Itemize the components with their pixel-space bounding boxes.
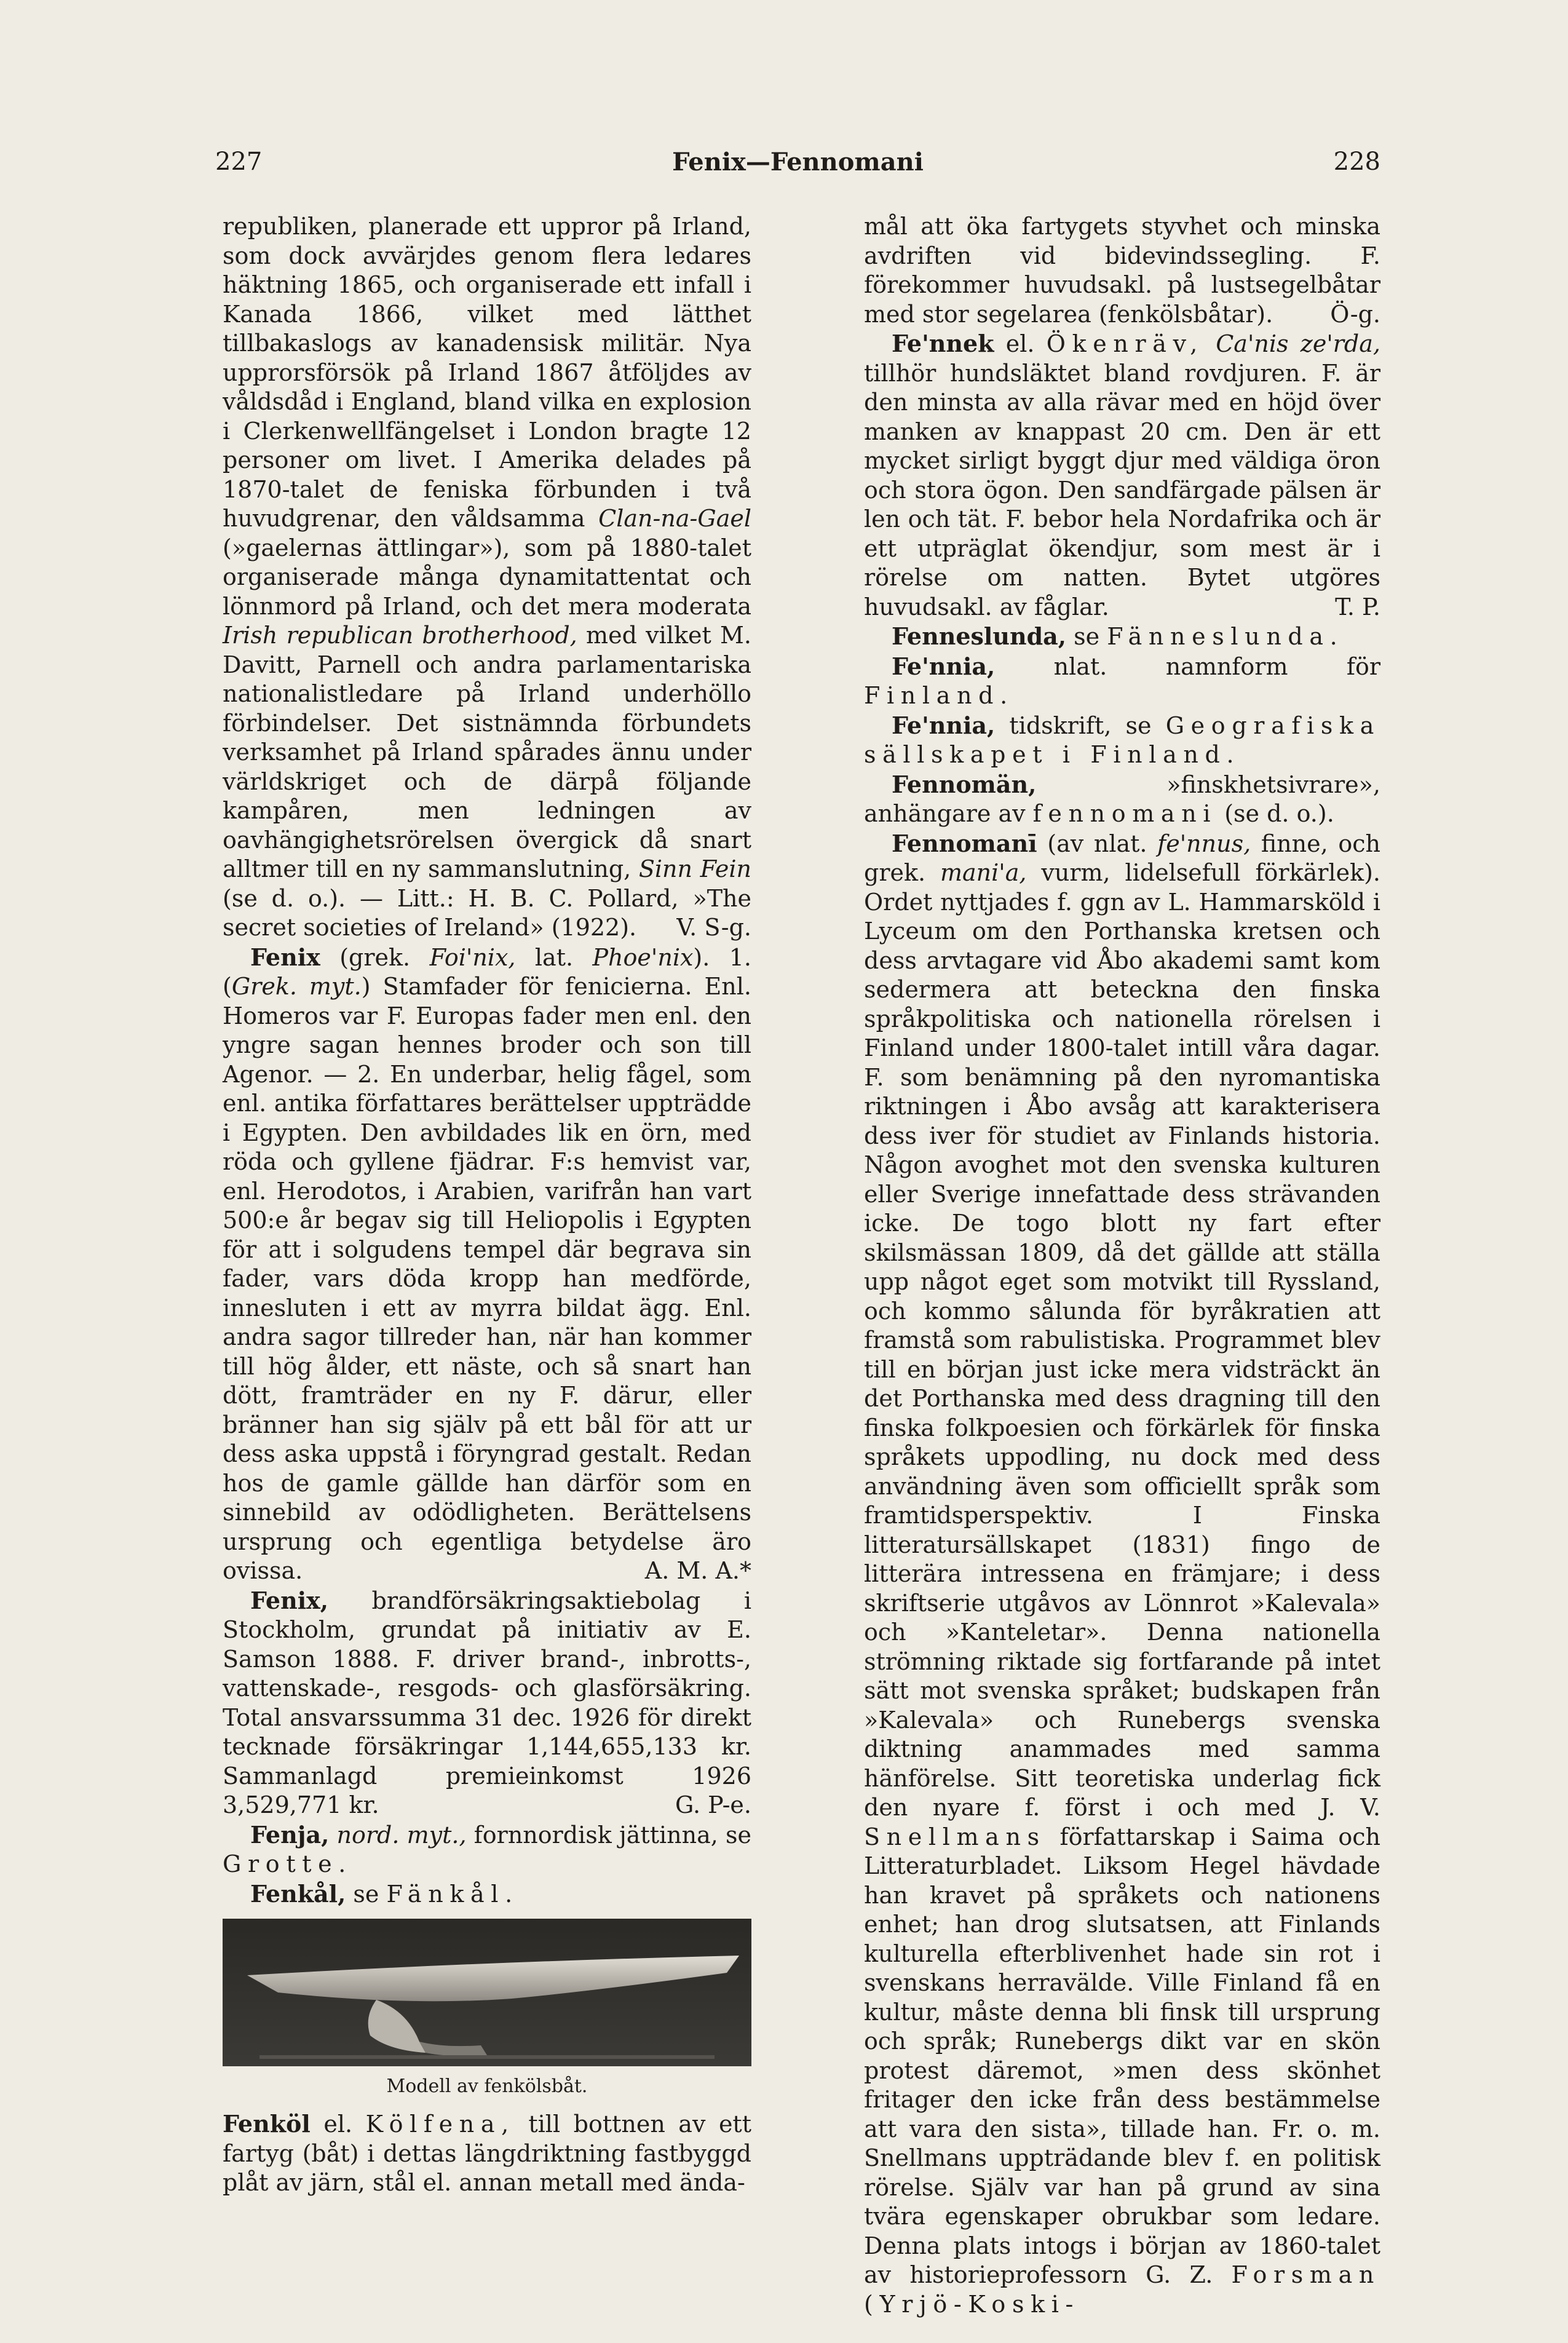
entry-fennek: Fe'nnek el. Ökenräv, Ca'nis ze'rda, tillhör hundsläktet bland rovdjuren. F. är den minsta av alla rävar med en höjd över manken av knappast 20 cm. Den är ett mycket sirligt byggt djur med väldiga öron och stora ögon. Den sandfärgade pälsen är len och tät. F. bebor hela Nordafrika och är ett utpräglat ökendjur, som mest är i rörelse om natten. Bytet utgöres huvudsakl. av fåglar. T. P.: [864, 329, 1380, 622]
cross-reference: fennomani: [1032, 800, 1218, 827]
entry-fenneslunda: Fenneslunda, se Fänneslunda.: [892, 622, 1344, 650]
person-name: Forsman (Yrjö-Koski-: [864, 2261, 1380, 2318]
headword: Fenneslunda,: [892, 622, 1067, 650]
entry-fennoman: Fennomän, »finskhetsivrare», anhängare av fennomani (se d. o.).: [864, 770, 1380, 827]
headword: Fe'nnia,: [892, 711, 996, 739]
headword: Fenkål,: [250, 1879, 346, 1908]
cross-reference: Grotte.: [223, 1850, 352, 1877]
page-number-right: 228: [1333, 148, 1380, 176]
cross-reference: Ökenräv,: [1046, 330, 1204, 357]
entry-fennia-journal: Fe'nnia, tidskrift, se Geografiska sällskapet i Finland.: [864, 711, 1380, 768]
fin-keel-boat-photo: [223, 1919, 751, 2066]
headword: Fenix: [250, 943, 320, 971]
author-signature: Ö-g.: [1330, 300, 1380, 328]
left-column: [223, 212, 751, 2198]
headword: Fenja,: [250, 1820, 330, 1849]
entry-fennia-name: Fe'nnia, nlat. namnform för Finland.: [864, 652, 1380, 709]
right-column: [864, 212, 1380, 2319]
fin-keel-boat-figure: [223, 1919, 751, 2098]
headword: Fe'nnek: [892, 330, 994, 357]
author-signature: A. M. A.*: [644, 1557, 751, 1584]
entry-fenkol-continued: mål att öka fartygets styvhet och minska avdriften vid bidevindssegling. F. förekommer huvudsakl. på lustsegelbåtar med stor segelarea (fenkölsbåtar). Ö-g.: [864, 212, 1380, 329]
cross-reference: Fänkål.: [386, 1880, 519, 1908]
entry-fenix-insurance: Fenix, brandförsäkringsaktiebolag i Stockholm, grundat på initiativ av E. Samson 1888. F. driver brand-, inbrotts-, vattenskade-, resgods- och glasförsäkring. Total ansvarssumma 31 dec. 1926 för direkt tecknade försäkringar 1,144,655,133 kr. Sammanlagd premieinkomst 1926 3,529,771 kr. G. P-e.: [223, 1586, 751, 1820]
running-title: Fenix—Fennomani: [672, 148, 924, 176]
cross-reference: Fänneslunda.: [1107, 623, 1344, 650]
entry-fenier-continued: republiken, planerade ett uppror på Irland, som dock avvärjdes genom flera ledares häktning 1865, och organiserade ett infall i Kanada 1866, vilket med lätthet tillbakaslogs av kanadensisk militär. Nya upprorsförsök på Irland 1867 åtföljdes av våldsdåd i England, bland vilka en explosion i Clerkenwellfängelset i London bragte 12 personer om livet. I Amerika delades på 1870-talet de feniska förbunden i två huvudgrenar, den våldsamma Clan-na-Gael (»gaelernas ättlingar»), som på 1880-talet organiserade många dynamitattentat och lönnmord på Irland, och det mera moderata Irish republican brotherhood, med vilket M. Davitt, Parnell och andra parlamentariska nationalistledare på Irland underhöllo förbindelser. Det sistnämnda förbundets verksamhet på Irland spårades ännu under världskriget och de därpå följande kampåren, men ledningen av oavhängighetsrörelsen övergick då snart alltmer till en ny sammanslutning, Sinn Fein (se d. o.). — Litt.: H. B. C. Pollard, »The secret societies of Ireland» (1922). V. S-g.: [223, 212, 751, 943]
headword: Fenix,: [250, 1586, 329, 1614]
headword: Fennomanī: [892, 829, 1037, 857]
figure-caption: Modell av fenkölsbåt.: [386, 2075, 588, 2097]
page-header: [215, 148, 1380, 191]
entry-fenkal: Fenkål, se Fänkål.: [250, 1879, 519, 1908]
author-signature: T. P.: [1335, 593, 1380, 620]
entry-fenkol: Fenköl el. Kölfena, till bottnen av ett fartyg (båt) i dettas längdriktning fastbyggd plåt av järn, stål el. annan metall med ända-: [223, 2110, 751, 2196]
headword: Fennomän,: [892, 770, 1037, 798]
page-number-left: 227: [215, 148, 263, 176]
entry-fennomani: Fennomanī (av nlat. fe'nnus, finne, och grek. mani'a, vurm, lidelsefull förkärlek). Ordet nyttjades f. ggn av L. Hammarsköld i Lyceum om den Porthanska kretsen och dess arvtagare vid Åbo akademi samt kom sedermera att beteckna den finska språkpolitiska och nationella rörelsen i Finland under 1800-talet intill våra dagar. F. som benämning på den nyromantiska riktningen i Åbo avsåg att karakterisera dess iver för studiet av Finlands historia. Någon avoghet mot den svenska kulturen eller Sverige innefattade dess strävanden icke. De togo blott ny fart efter skilsmässan 1809, då det gällde att ställa upp något eget som motvikt till Ryssland, och kommo sålunda för byråkratien att framstå som rabulistiska. Programmet blev till en början just icke mera vidsträckt än det Porthanska med dess dragning till den finska folkpoesien och förkärlek för finska språkets uppodling, nu dock med dess användning även som officiellt språk som framtidsperspektiv. I Finska litteratursällskapet (1831) fingo de litterära intressena en främjare; i dess skriftserie utgåvos av Lönnrot »Kalevala» och »Kanteletar». Denna nationella strömning riktade sig fortfarande på intet sätt mot svenska språket; budskapen från »Kalevala» och Runebergs svenska diktning anammades med samma hänförelse. Sitt teoretiska underlag fick den nyare f. först i och med J. V. Snellmans författarskap i Saima och Litteraturbladet. Liksom Hegel hävdade han kravet på språkets och nationens enhet; han drog slutsatsen, att Finlands kulturella efterblivenhet hade sin rot i svenskans herravälde. Ville Finland få en kultur, måste denna bli finsk till ursprung och språk; Runebergs dikt var en skön protest däremot, »men dess skönhet fritager den icke från dess bestämmelse att vara den sista», tillade han. Fr. o. m. Snellmans uppträdande blev f. en politisk rörelse. Själv var han på grund av sina tvära egenskaper obrukbar som ledare. Denna plats intogs i början av 1860-talet av historieprofessorn G. Z. Forsman (Yrjö-Koski-: [864, 829, 1380, 2318]
headword: Fenköl: [223, 2110, 311, 2138]
author-signature: G. P-e.: [675, 1791, 751, 1818]
entry-fenix-myth: Fenix (grek. Foi'nix, lat. Phoe'nix). 1. (Grek. myt.) Stamfader för fenicierna. Enl. Homeros var F. Europas fader men enl. den yngre sagan hennes broder och son till Agenor. — 2. En underbar, helig fågel, som enl. antika författares berättelser uppträdde i Egypten. Den avbildades lik en örn, med röda och gyllene fjädrar. F:s hemvist var, enl. Herodotos, i Arabien, varifrån han vart 500:e år begav sig till Heliopolis i Egypten för att i solgudens tempel där begrava sin fader, vars döda kropp han medförde, innesluten i ett av myrra bildat ägg. Enl. andra sagor tillreder han, när han kommer till hög ålder, ett näste, och så snart han dött, framträder en ny F. därur, eller bränner han sig själv på ett bål för att ur dess aska uppstå i föryngrad gestalt. Redan hos de gamle gällde han därför som en sinnebild av odödligheten. Berättelsens ursprung och egentliga betydelse äro ovissa. A. M. A.*: [223, 943, 751, 1586]
cross-reference: Kölfena,: [365, 2111, 515, 2138]
author-signature: V. S-g.: [676, 914, 751, 941]
headword: Fe'nnia,: [892, 652, 996, 680]
person-name: Snellmans: [864, 1823, 1046, 1850]
cross-reference: Finland.: [864, 682, 1014, 709]
entry-fenja: Fenja, nord. myt., fornnordisk jättinna, se Grotte.: [223, 1820, 751, 1877]
cross-reference: Geografiska sällskapet i Finland.: [864, 712, 1380, 768]
